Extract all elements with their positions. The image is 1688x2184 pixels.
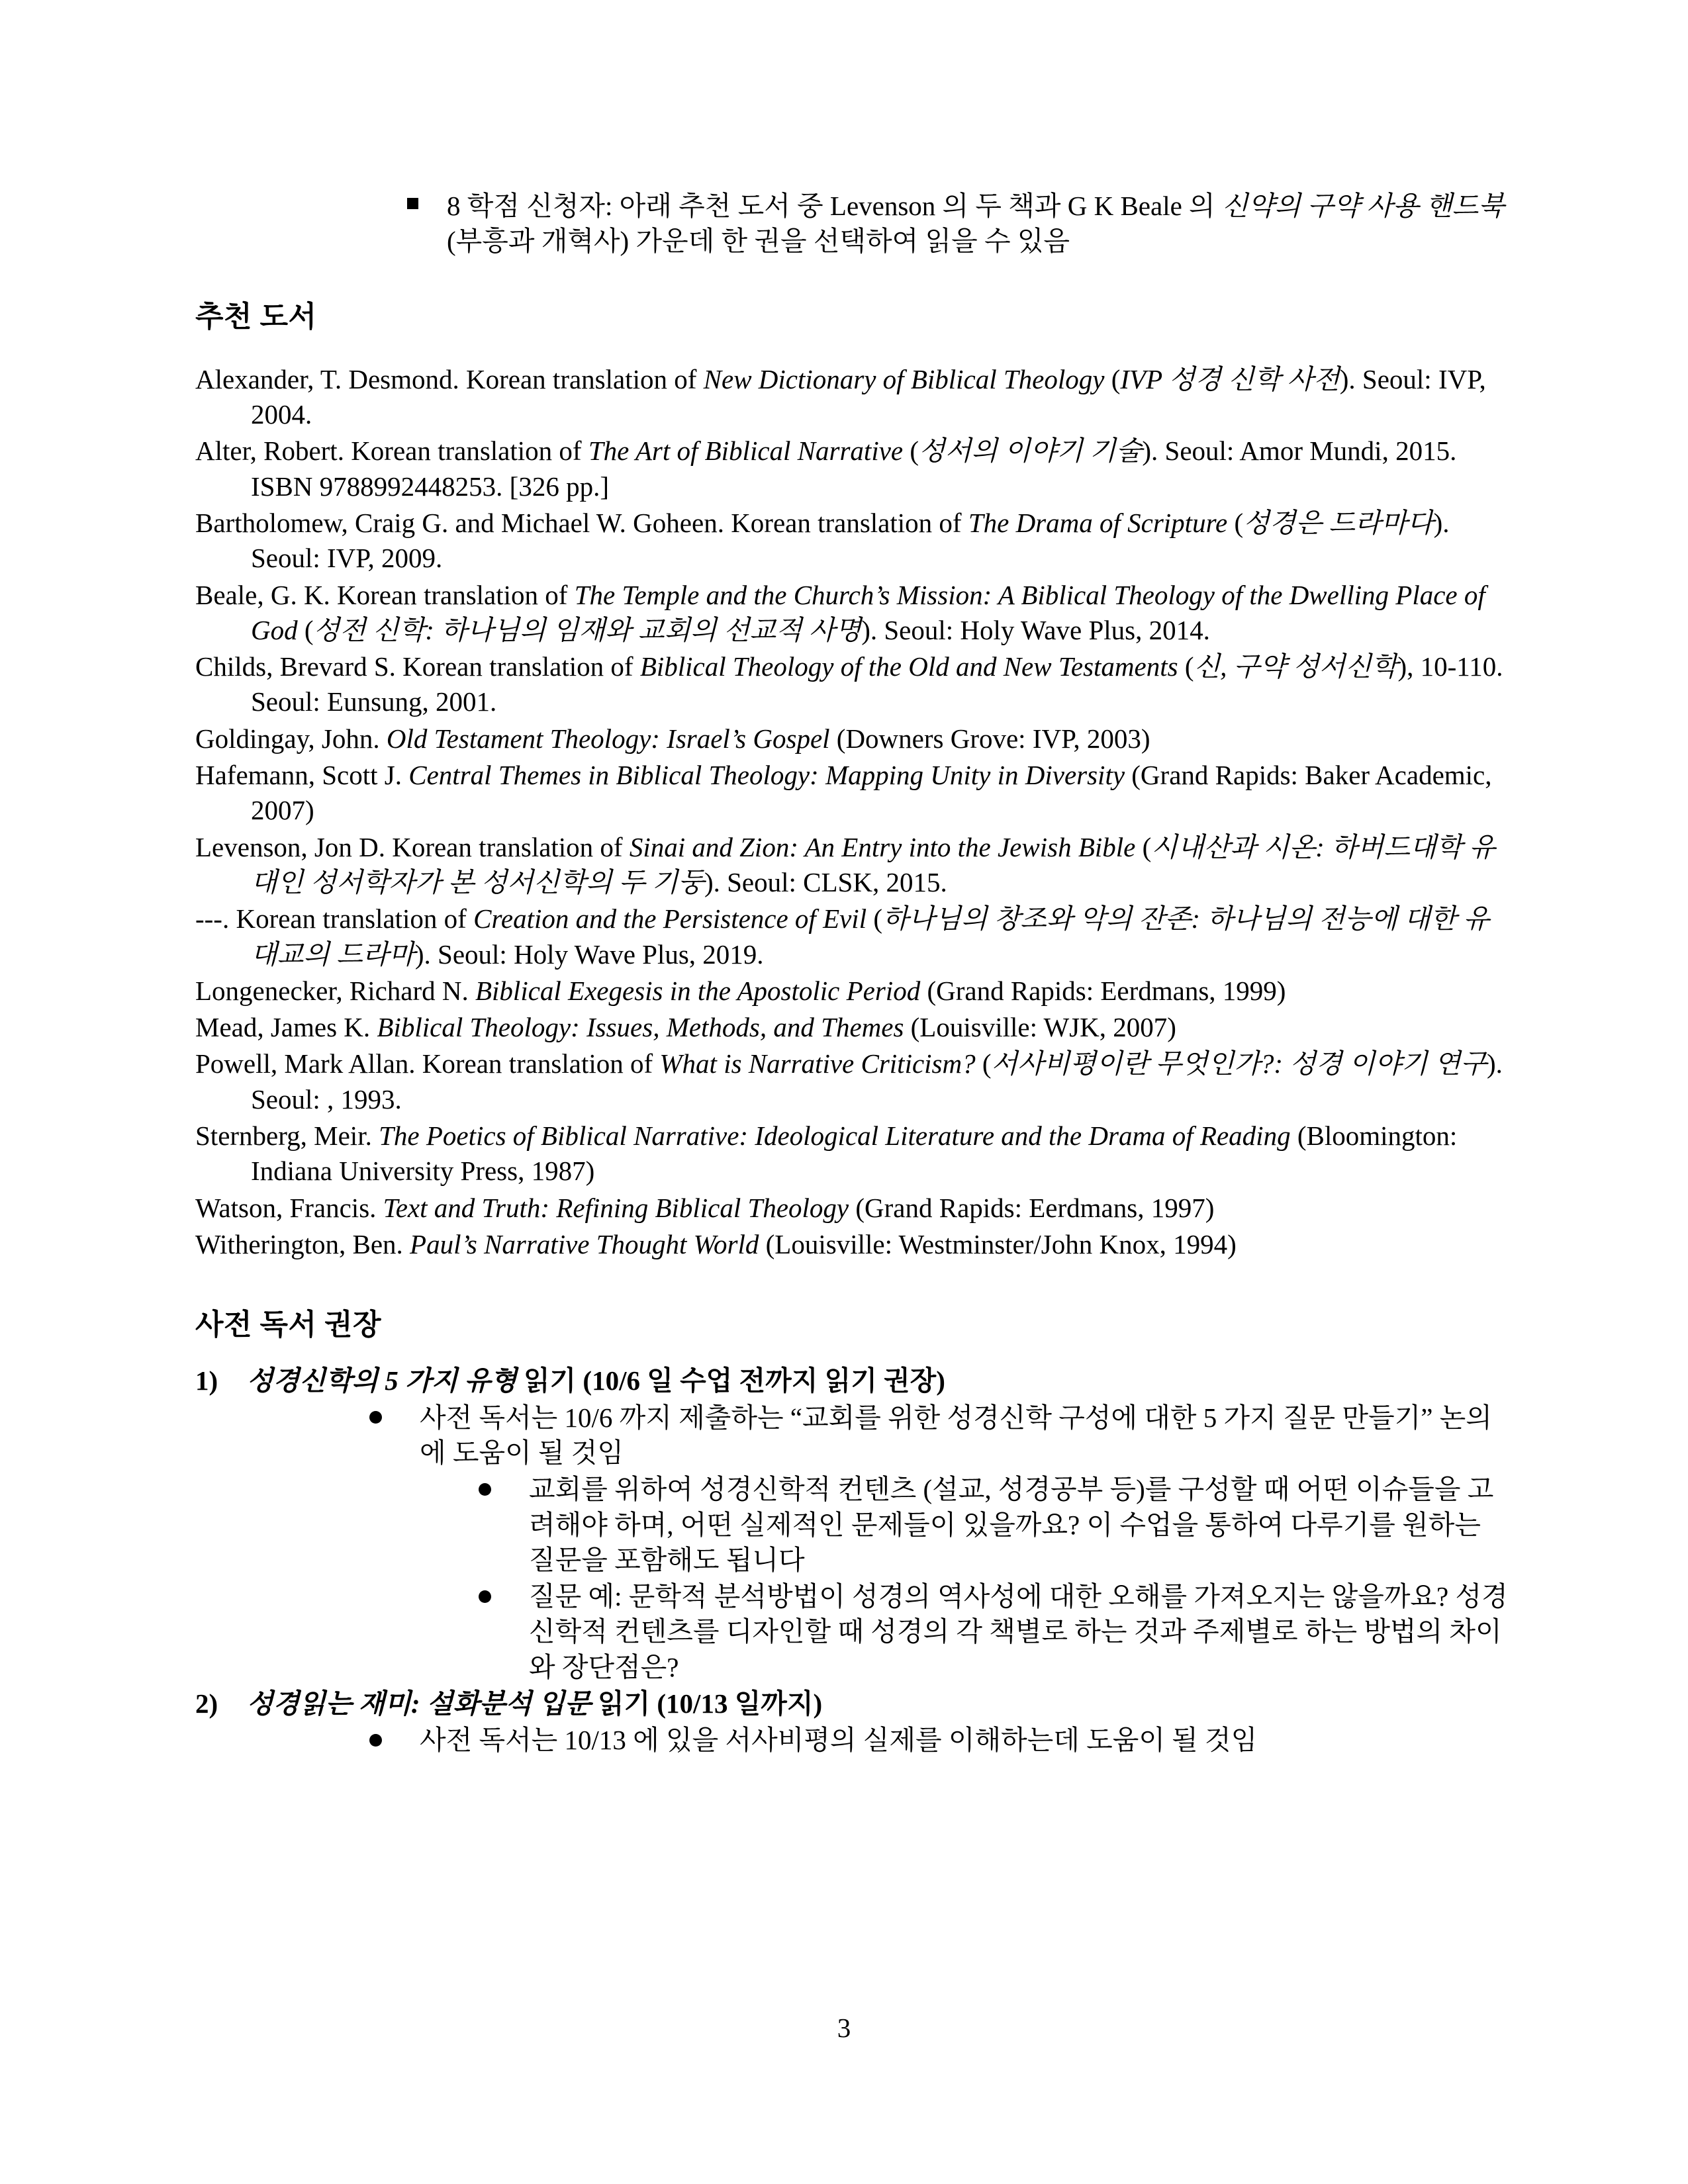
prereading-item-heading bbox=[195, 1686, 1509, 1721]
prereading-item-due: 읽기 (10/13 일까지) bbox=[590, 1688, 823, 1719]
reference-text: Longenecker, Richard N. bbox=[195, 975, 475, 1006]
prereading-bullet bbox=[364, 1723, 1509, 1758]
reference-text: ( bbox=[903, 435, 919, 467]
reference-title: Paul’s Narrative Thought World bbox=[410, 1228, 759, 1259]
prereading-heading: 사전 독서 권장 bbox=[195, 1308, 382, 1342]
reference-title: 성서의 이야기 기술 bbox=[919, 435, 1143, 467]
reference-text: Witherington, Ben. bbox=[195, 1228, 410, 1259]
reference-title: New Dictionary of Biblical Theology bbox=[703, 363, 1105, 394]
bibliography-entry bbox=[195, 901, 1509, 972]
reference-title: Biblical Theology: Issues, Methods, and Themes bbox=[377, 1012, 904, 1043]
round-bullet-icon bbox=[369, 1411, 382, 1424]
prereading-item-heading bbox=[195, 1363, 1509, 1398]
reference-text: Goldingay, John. bbox=[195, 723, 387, 754]
bibliography-entry bbox=[195, 974, 1509, 1009]
prereading-list bbox=[195, 1363, 1509, 1758]
reference-text: (Grand Rapids: Eerdmans, 1997) bbox=[849, 1192, 1215, 1223]
page-number: 3 bbox=[837, 2013, 851, 2043]
reference-text: Hafemann, Scott J. bbox=[195, 760, 409, 791]
bibliography-entry bbox=[195, 1191, 1509, 1226]
reference-title: 하나님의 창조와 악의 잔존: 하나님의 전능에 대한 유대교의 드라마 bbox=[251, 903, 1490, 970]
credit-note-text-pre: 8 학점 신청자: 아래 추천 도서 중 Levenson 의 두 책과 G K Beale 의 bbox=[447, 191, 1222, 221]
reference-text: ( bbox=[1178, 651, 1194, 682]
prereading-item bbox=[195, 1686, 1509, 1758]
round-bullet-icon bbox=[479, 1590, 491, 1603]
page-content bbox=[195, 189, 1509, 1758]
reference-text: ). Seoul: Holy Wave Plus, 2014. bbox=[861, 614, 1210, 645]
reference-text: Alter, Robert. Korean translation of bbox=[195, 435, 588, 467]
reference-text: ( bbox=[975, 1048, 992, 1079]
reference-text: Beale, G. K. Korean translation of bbox=[195, 579, 575, 610]
bibliography-entry bbox=[195, 721, 1509, 756]
reference-text: Alexander, T. Desmond. Korean translation of bbox=[195, 363, 704, 394]
square-bullet-icon bbox=[407, 198, 418, 209]
credit-note-book-title-part2: 구약 사용 핸드북 bbox=[1307, 191, 1505, 221]
reference-title: Old Testament Theology: Israel’s Gospel bbox=[386, 723, 830, 754]
reference-text: (Louisville: Westminster/John Knox, 1994) bbox=[759, 1228, 1237, 1259]
bibliography-entry bbox=[195, 1227, 1509, 1262]
reference-text: Bartholomew, Craig G. and Michael W. Goheen. Korean translation of bbox=[195, 507, 968, 538]
bibliography-entry bbox=[195, 1046, 1509, 1117]
reference-text: ---. Korean translation of bbox=[195, 903, 474, 934]
reference-text: Childs, Brevard S. Korean translation of bbox=[195, 651, 640, 682]
prereading-item-title: 성경읽는 재미: 설화분석 입문 bbox=[247, 1688, 591, 1719]
recommended-books-heading: 추천 도서 bbox=[195, 300, 317, 333]
reference-title: Creation and the Persistence of Evil bbox=[473, 903, 867, 934]
reference-text: ). Seoul: Holy Wave Plus, 2019. bbox=[414, 938, 764, 970]
reference-text: (Grand Rapids: Eerdmans, 1999) bbox=[920, 975, 1286, 1006]
reference-title: Text and Truth: Refining Biblical Theology bbox=[383, 1192, 849, 1223]
prereading-item-number: 2) bbox=[195, 1688, 218, 1719]
reference-title: Sinai and Zion: An Entry into the Jewish Bible bbox=[629, 831, 1136, 862]
prereading-bullet-text: 질문 예: 문학적 분석방법이 성경의 역사성에 대한 오해를 가져오지는 않을까요? 성경신학적 컨텐츠를 디자인할 때 성경의 각 책별로 하는 것과 주제별로 하는 방법의 차이와 장단점은? bbox=[529, 1581, 1508, 1682]
reference-title: 신, 구약 성서신학 bbox=[1194, 651, 1398, 682]
prereading-bullet bbox=[364, 1400, 1509, 1471]
reference-text: ( bbox=[867, 903, 882, 934]
reference-text: ). Seoul: CLSK, 2015. bbox=[704, 866, 947, 897]
reference-text: (Grand Rapids: Baker Academic, 2007) bbox=[251, 760, 1492, 826]
prereading-item-due: 읽기 (10/6 일 수업 전까지 읽기 권장) bbox=[516, 1365, 945, 1396]
bibliography-list bbox=[195, 362, 1509, 1262]
bibliography-entry bbox=[195, 578, 1509, 649]
prereading-bullet-text: 교회를 위하여 성경신학적 컨텐츠 (설교, 성경공부 등)를 구성할 때 어떤 이슈들을 고려해야 하며, 어떤 실제적인 문제들이 있을까요? 이 수업을 통하여 다루기를 원하는 질문을 포함해도 됩니다 bbox=[529, 1474, 1494, 1575]
prereading-bullet-text: 사전 독서는 10/13 에 있을 서사비평의 실제를 이해하는데 도움이 될 것임 bbox=[420, 1725, 1258, 1756]
reference-text: ), 10-110. Seoul: Eunsung, 2001. bbox=[251, 651, 1503, 717]
reference-text: (Downers Grove: IVP, 2003) bbox=[829, 723, 1150, 754]
credit-note-text-post: (부흥과 개혁사) 가운데 한 권을 선택하여 읽을 수 있음 bbox=[447, 226, 1070, 257]
bibliography-entry bbox=[195, 830, 1509, 901]
reference-title: 성경은 드라마다 bbox=[1243, 507, 1434, 538]
reference-text: ( bbox=[1135, 831, 1152, 862]
round-bullet-icon bbox=[479, 1483, 491, 1496]
round-bullet-icon bbox=[369, 1734, 382, 1747]
reference-title: Central Themes in Biblical Theology: Mapping Unity in Diversity bbox=[408, 760, 1125, 791]
reference-text: Watson, Francis. bbox=[195, 1192, 383, 1223]
bibliography-entry bbox=[195, 758, 1509, 829]
reference-text: ( bbox=[297, 614, 314, 645]
bibliography-entry bbox=[195, 1118, 1509, 1189]
reference-title: Biblical Theology of the Old and New Testaments bbox=[639, 651, 1178, 682]
bibliography-entry bbox=[195, 1010, 1509, 1045]
reference-title: The Art of Biblical Narrative bbox=[588, 435, 904, 467]
reference-title: IVP 성경 신학 사전 bbox=[1120, 363, 1340, 394]
reference-title: Biblical Exegesis in the Apostolic Period bbox=[475, 975, 921, 1006]
credit-note-item bbox=[407, 189, 1509, 259]
credit-note-book-title-part1: 신약의 bbox=[1221, 191, 1301, 221]
reference-text: ). Seoul: , 1993. bbox=[251, 1048, 1503, 1115]
reference-title: 서사비평이란 무엇인가?: 성경 이야기 연구 bbox=[991, 1048, 1487, 1079]
bibliography-entry bbox=[195, 362, 1509, 433]
prereading-item-number: 1) bbox=[195, 1365, 218, 1396]
prereading-item-title: 성경신학의 5 가지 유형 bbox=[247, 1365, 517, 1396]
reference-text: Mead, James K. bbox=[195, 1012, 377, 1043]
bibliography-entry bbox=[195, 506, 1509, 576]
reference-text: Sternberg, Meir. bbox=[195, 1120, 379, 1152]
reference-text: ( bbox=[1227, 507, 1244, 538]
prereading-bullet bbox=[473, 1472, 1509, 1578]
reference-text: ). Seoul: IVP, 2004. bbox=[251, 363, 1486, 430]
reference-title: What is Narrative Criticism? bbox=[659, 1048, 976, 1079]
prereading-bullet bbox=[473, 1579, 1509, 1685]
bibliography-entry bbox=[195, 433, 1509, 504]
reference-text: (Louisville: WJK, 2007) bbox=[904, 1012, 1176, 1043]
reference-text: ). Seoul: Amor Mundi, 2015. ISBN 9788992448253. [326 pp.] bbox=[251, 435, 1457, 502]
reference-text: Powell, Mark Allan. Korean translation of bbox=[195, 1048, 660, 1079]
reference-text: ( bbox=[1104, 363, 1121, 394]
reference-text: Levenson, Jon D. Korean translation of bbox=[195, 831, 630, 862]
reference-text: (Bloomington: Indiana University Press, 1987) bbox=[251, 1120, 1458, 1187]
reference-title: The Temple and the Church’s Mission: A Biblical Theology of the Dwelling Place of God bbox=[251, 579, 1485, 645]
reference-title: 시내산과 시온: 하버드대학 유대인 성서학자가 본 성서신학의 두 기둥 bbox=[251, 831, 1495, 897]
reference-text: ). Seoul: IVP, 2009. bbox=[251, 507, 1450, 574]
bibliography-entry bbox=[195, 649, 1509, 720]
reference-title: The Drama of Scripture bbox=[968, 507, 1228, 538]
prereading-item bbox=[195, 1363, 1509, 1685]
reference-title: 성전 신학: 하나님의 임재와 교회의 선교적 사명 bbox=[313, 614, 862, 645]
reference-title: The Poetics of Biblical Narrative: Ideological Literature and the Drama of Reading bbox=[379, 1120, 1291, 1152]
prereading-bullet-text: 사전 독서는 10/6 까지 제출하는 “교회를 위한 성경신학 구성에 대한 5 가지 질문 만들기” 논의에 도움이 될 것임 bbox=[420, 1402, 1492, 1468]
